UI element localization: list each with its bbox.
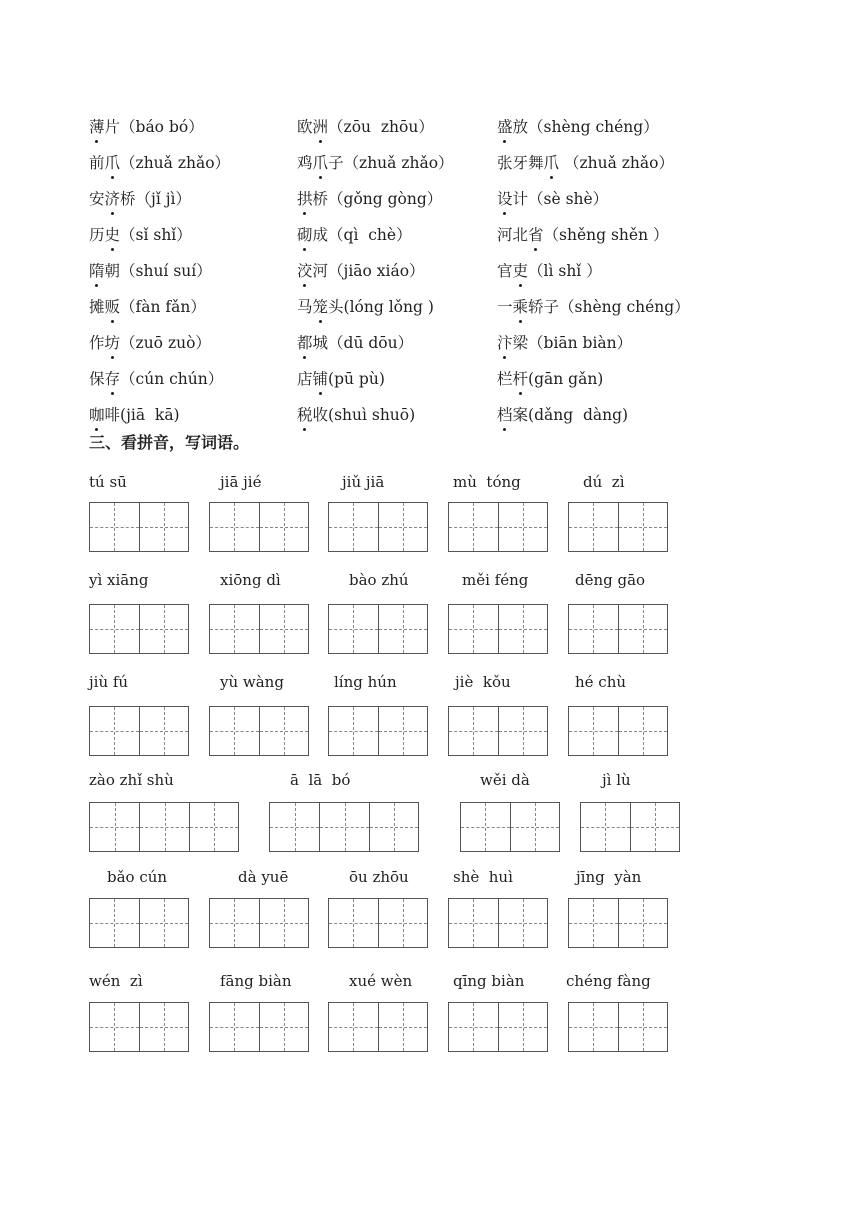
pinyin-label: zào zhǐ shù	[89, 771, 174, 789]
poly-item: 栏杆(gān gǎn)	[497, 370, 604, 388]
pinyin-label: měi féng	[462, 571, 529, 589]
dotted-char: 存	[104, 370, 121, 388]
writing-grid[interactable]	[448, 706, 548, 756]
pinyin-label: xué wèn	[349, 972, 413, 990]
writing-grid[interactable]	[448, 604, 548, 654]
pinyin-label: hé chù	[575, 673, 627, 691]
pinyin-label: xiōng dì	[220, 571, 281, 589]
dotted-char: 砌	[297, 226, 313, 244]
writing-grid[interactable]	[328, 706, 428, 756]
pinyin-label: tú sū	[89, 473, 127, 491]
writing-grid[interactable]	[568, 502, 668, 552]
poly-item: 都城（dū dōu）	[297, 334, 414, 352]
writing-grid[interactable]	[568, 604, 668, 654]
dotted-char: 洲	[312, 118, 329, 136]
pinyin-label: dà yuē	[238, 868, 289, 886]
poly-item: 作坊（zuō zuò）	[89, 334, 211, 352]
dotted-char: 薄	[89, 118, 105, 136]
poly-item: 拱桥（gǒng gòng）	[297, 190, 443, 208]
writing-grid[interactable]	[209, 502, 309, 552]
dotted-char: 济	[104, 190, 121, 208]
writing-grid[interactable]	[568, 1002, 668, 1052]
dotted-char: 拱	[297, 190, 313, 208]
pinyin-label: líng hún	[334, 673, 397, 691]
writing-grid[interactable]	[460, 802, 560, 852]
poly-item: 前爪（zhuǎ zhǎo）	[89, 154, 231, 172]
writing-grid[interactable]	[89, 802, 239, 852]
dotted-char: 盛	[497, 118, 513, 136]
pinyin-label: jiǔ jiā	[342, 473, 385, 491]
poly-item: 官吏（lì shǐ ）	[497, 262, 602, 280]
pinyin-label: ā lā bó	[290, 771, 351, 789]
poly-item: 马笼头(lóng lǒng )	[297, 298, 434, 316]
pinyin-label: yì xiāng	[89, 571, 149, 589]
dotted-char: 铺	[312, 370, 329, 388]
poly-item: 隋朝（shuí suí）	[89, 262, 212, 280]
dotted-char: 咖	[89, 406, 105, 424]
pinyin-label: jīng yàn	[576, 868, 642, 886]
dotted-char: 爪	[543, 154, 560, 172]
poly-item: 河北省（shěng shěn ）	[497, 226, 669, 244]
poly-item: 摊贩（fàn fǎn）	[89, 298, 206, 316]
writing-grid[interactable]	[328, 1002, 428, 1052]
poly-item: 盛放（shèng chéng）	[497, 118, 659, 136]
section-heading: 三、看拼音，写词语。	[89, 433, 250, 452]
poly-item: 历史（sǐ shǐ）	[89, 226, 192, 244]
dotted-char: 笼	[312, 298, 329, 316]
dotted-char: 省	[528, 226, 544, 244]
writing-grid[interactable]	[448, 502, 548, 552]
writing-grid[interactable]	[328, 502, 428, 552]
dotted-char: 爪	[312, 154, 329, 172]
pinyin-label: mù tóng	[453, 473, 521, 491]
pinyin-label: qīng biàn	[453, 972, 525, 990]
dotted-char: 税	[297, 406, 313, 424]
dotted-char: 档	[497, 406, 513, 424]
poly-item: 税收(shuì shuō)	[297, 406, 416, 424]
dotted-char: 隋	[89, 262, 105, 280]
pinyin-label: fāng biàn	[220, 972, 292, 990]
dotted-char: 贩	[104, 298, 121, 316]
pinyin-label: dú zì	[583, 473, 625, 491]
poly-item: 薄片（báo bó）	[89, 118, 204, 136]
writing-grid[interactable]	[448, 1002, 548, 1052]
writing-grid[interactable]	[89, 502, 189, 552]
poly-item: 档案(dǎng dàng)	[497, 406, 629, 424]
poly-item: 张牙舞爪 （zhuǎ zhǎo）	[497, 154, 674, 172]
dotted-char: 设	[497, 190, 513, 208]
writing-grid[interactable]	[448, 898, 548, 948]
pinyin-label: dēng gāo	[575, 571, 646, 589]
writing-grid[interactable]	[580, 802, 680, 852]
pinyin-label: jiè kǒu	[455, 673, 511, 691]
poly-item: 洨河（jiāo xiáo）	[297, 262, 425, 280]
pinyin-label: yù wàng	[220, 673, 284, 691]
dotted-char: 都	[297, 334, 313, 352]
writing-grid[interactable]	[89, 1002, 189, 1052]
dotted-char: 史	[104, 226, 121, 244]
poly-item: 砌成（qì chè）	[297, 226, 412, 244]
writing-grid[interactable]	[328, 604, 428, 654]
writing-grid[interactable]	[89, 898, 189, 948]
pinyin-label: jì lù	[602, 771, 631, 789]
writing-grid[interactable]	[209, 898, 309, 948]
writing-grid[interactable]	[209, 706, 309, 756]
writing-grid[interactable]	[89, 604, 189, 654]
poly-item: 安济桥（jǐ jì）	[89, 190, 191, 208]
dotted-char: 汴	[497, 334, 513, 352]
pinyin-label: wěi dà	[480, 771, 530, 789]
writing-grid[interactable]	[328, 898, 428, 948]
pinyin-label: bào zhú	[349, 571, 409, 589]
poly-item: 汴梁（biān biàn）	[497, 334, 633, 352]
poly-item: 一乘轿子（shèng chéng）	[497, 298, 690, 316]
writing-grid[interactable]	[89, 706, 189, 756]
pinyin-label: wén zì	[89, 972, 143, 990]
poly-item: 店铺(pū pù)	[297, 370, 385, 388]
dotted-char: 爪	[104, 154, 121, 172]
pinyin-label: chéng fàng	[566, 972, 651, 990]
pinyin-label: bǎo cún	[107, 868, 168, 886]
poly-item: 保存（cún chún）	[89, 370, 224, 388]
dotted-char: 杆	[512, 370, 529, 388]
poly-item: 欧洲（zōu zhōu）	[297, 118, 434, 136]
pinyin-label: jiā jié	[220, 473, 262, 491]
writing-grid[interactable]	[568, 706, 668, 756]
dotted-char: 吏	[512, 262, 529, 280]
poly-item: 咖啡(jiā kā)	[89, 406, 180, 424]
dotted-char: 洨	[297, 262, 313, 280]
dotted-char: 坊	[104, 334, 121, 352]
writing-grid[interactable]	[209, 1002, 309, 1052]
poly-item: 鸡爪子（zhuǎ zhǎo）	[297, 154, 454, 172]
writing-grid[interactable]	[568, 898, 668, 948]
writing-grid[interactable]	[269, 802, 419, 852]
pinyin-label: jiù fú	[89, 673, 129, 691]
poly-item: 设计（sè shè）	[497, 190, 609, 208]
pinyin-label: ōu zhōu	[349, 868, 409, 886]
pinyin-label: shè huì	[453, 868, 513, 886]
dotted-char: 乘	[512, 298, 529, 316]
writing-grid[interactable]	[209, 604, 309, 654]
